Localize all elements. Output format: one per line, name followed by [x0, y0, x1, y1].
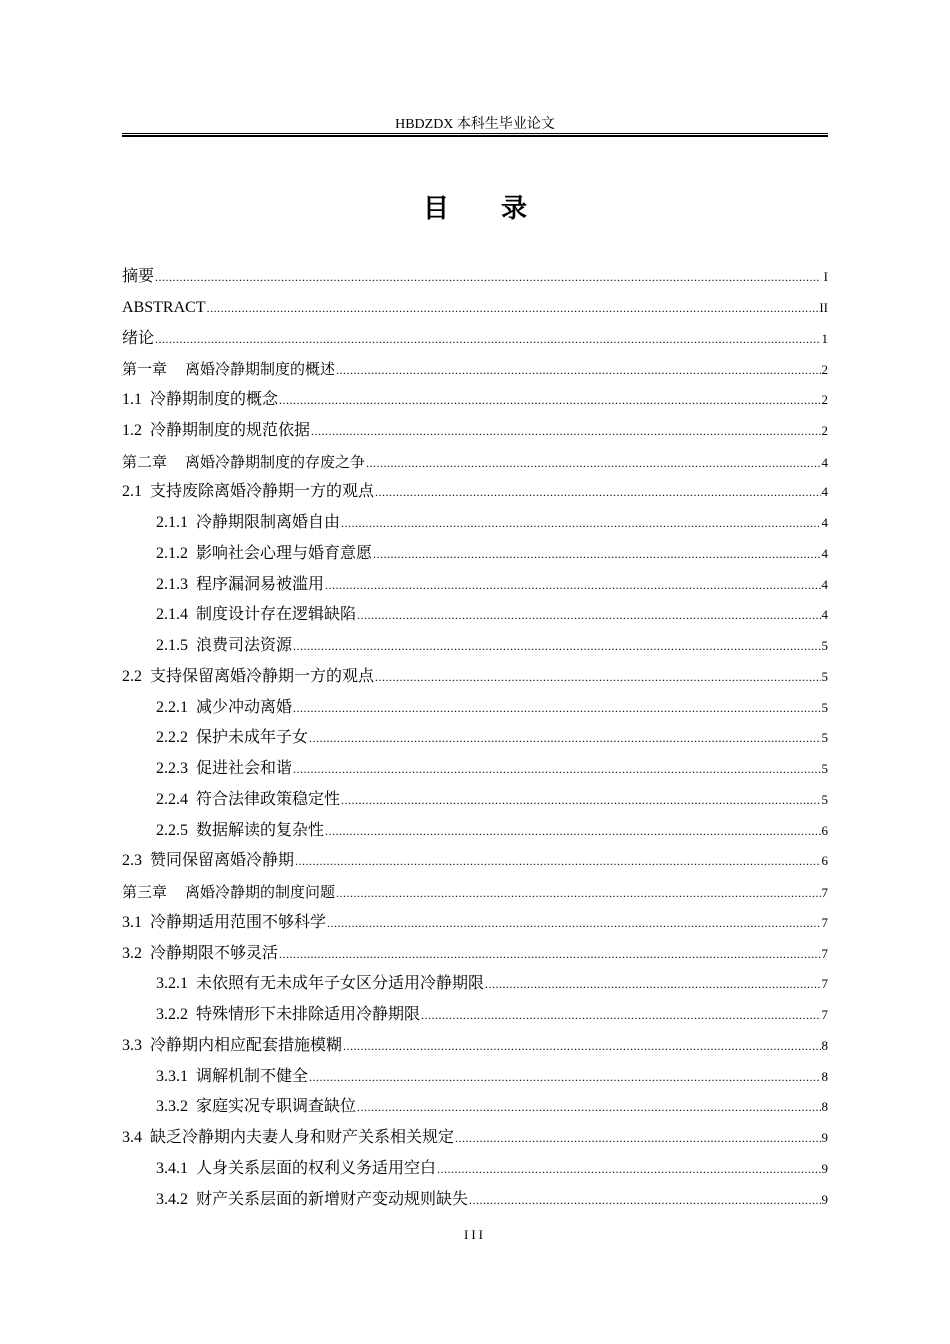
toc-entry-page: 8	[821, 1099, 828, 1115]
toc-entry[interactable]	[122, 1000, 828, 1031]
toc-entry-number: 2.1.1	[156, 514, 188, 531]
toc-entry-page: 4	[821, 607, 828, 623]
toc-entry-title: 符合法律政策稳定性	[196, 790, 341, 808]
toc-dot-leader	[366, 448, 820, 478]
toc-entry-title: 程序漏洞易被滥用	[196, 575, 325, 593]
toc-entry[interactable]	[122, 939, 828, 970]
toc-dot-leader	[357, 600, 820, 630]
toc-entry-title: 减少冲动离婚	[196, 698, 293, 716]
toc-dot-leader	[327, 908, 820, 938]
toc-entry-page: 2	[821, 392, 828, 407]
toc-entry[interactable]	[122, 785, 828, 816]
toc-dot-leader	[293, 631, 820, 661]
toc-entry-number: 第一章	[122, 360, 168, 379]
toc-dot-leader	[295, 846, 820, 876]
toc-dot-leader	[309, 723, 820, 753]
toc-entry[interactable]	[122, 662, 828, 693]
toc-entry-title: 人身关系层面的权利义务适用空白	[196, 1159, 437, 1177]
toc-entry-page: 9	[821, 1160, 828, 1176]
toc-entry-title: 冷静期内相应配套措施模糊	[150, 1036, 343, 1054]
toc-dot-leader	[155, 262, 821, 292]
toc-entry[interactable]	[122, 570, 828, 601]
toc-entry[interactable]	[122, 908, 828, 939]
toc-entry-title: 财产关系层面的新增财产变动规则缺失	[196, 1190, 469, 1208]
toc-entry-page: 8	[821, 1037, 828, 1053]
toc-entry-page: 4	[821, 454, 828, 470]
toc-entry[interactable]	[122, 1092, 828, 1123]
table-of-contents	[122, 262, 828, 1215]
toc-dot-leader	[309, 1062, 820, 1092]
toc-entry-number: 2.2.4	[156, 790, 188, 808]
toc-dot-leader	[293, 754, 820, 784]
toc-entry-title: 浪费司法资源	[196, 637, 293, 654]
toc-entry-number: 2.1	[122, 483, 142, 501]
toc-entry-page: 4	[821, 576, 828, 592]
toc-dot-leader	[279, 385, 820, 415]
toc-entry[interactable]	[122, 1031, 828, 1062]
toc-entry-number: 1.2	[122, 421, 142, 439]
toc-entry[interactable]	[122, 508, 828, 539]
toc-dot-leader	[311, 416, 820, 446]
toc-entry-title: 冷静期制度的规范依据	[150, 421, 311, 439]
toc-dot-leader	[455, 1123, 820, 1153]
toc-entry[interactable]	[122, 354, 828, 385]
toc-entry-title: 冷静期限不够灵活	[150, 944, 279, 962]
toc-dot-leader	[207, 293, 819, 323]
toc-entry-page: 6	[821, 853, 828, 869]
toc-entry-title: 离婚冷静期制度的存废之争	[185, 452, 366, 471]
toc-dot-leader	[437, 1154, 820, 1184]
toc-dot-leader	[341, 508, 820, 538]
toc-entry[interactable]	[122, 477, 828, 508]
toc-entry-page: 5	[821, 761, 828, 776]
toc-entry-title: 未依照有无未成年子女区分适用冷静期限	[196, 975, 485, 993]
toc-dot-leader	[421, 1000, 820, 1030]
toc-entry-title: 家庭实况专职调查缺位	[196, 1098, 357, 1116]
toc-entry-page: 6	[821, 822, 828, 838]
toc-entry[interactable]	[122, 1062, 828, 1093]
toc-dot-leader	[325, 570, 820, 600]
toc-entry-title: 离婚冷静期制度的概述	[185, 360, 336, 379]
toc-entry-number: 3.4.1	[156, 1159, 188, 1177]
toc-entry-title: 调解机制不健全	[196, 1067, 309, 1085]
toc-entry-number: 3.1	[122, 913, 142, 931]
toc-entry-page: 4	[821, 484, 828, 500]
toc-dot-leader	[357, 1092, 820, 1122]
toc-dot-leader	[343, 1031, 820, 1061]
toc-entry-number: 3.3.1	[156, 1067, 188, 1085]
toc-entry-page: 2	[821, 422, 828, 438]
toc-entry-page: 2	[821, 362, 828, 378]
toc-dot-leader	[341, 785, 820, 815]
toc-entry-number: 2.2.3	[156, 760, 188, 777]
toc-entry-page: 9	[821, 1191, 828, 1207]
toc-entry-title: 绪论	[122, 329, 155, 347]
toc-entry-page: 5	[821, 638, 828, 653]
toc-entry[interactable]	[122, 754, 828, 785]
toc-entry[interactable]	[122, 693, 828, 724]
toc-entry-number: 第二章	[122, 452, 168, 471]
toc-entry-title: 制度设计存在逻辑缺陷	[196, 606, 357, 624]
toc-dot-leader	[293, 693, 820, 723]
toc-entry-page: 7	[821, 945, 828, 961]
toc-entry[interactable]	[122, 385, 828, 416]
toc-dot-leader	[375, 477, 820, 507]
toc-dot-leader	[336, 878, 820, 908]
toc-entry-number: 2.1.2	[156, 544, 188, 562]
toc-entry-number: 2.1.5	[156, 637, 188, 654]
toc-entry[interactable]	[122, 1154, 828, 1185]
toc-entry-title: 保护未成年子女	[196, 729, 309, 747]
toc-dot-leader	[155, 324, 820, 354]
toc-entry-page: II	[819, 299, 828, 315]
page-number: III	[464, 1227, 486, 1242]
header-rule-thin	[122, 133, 828, 134]
toc-entry-number: 3.4	[122, 1129, 142, 1146]
toc-entry[interactable]	[122, 539, 828, 570]
toc-entry-page: 4	[821, 515, 828, 530]
toc-entry-number: 第三章	[122, 883, 168, 901]
toc-entry-number: 1.1	[122, 391, 142, 408]
toc-entry-number: 2.1.4	[156, 606, 188, 624]
toc-entry[interactable]	[122, 846, 828, 877]
toc-dot-leader	[373, 539, 820, 569]
toc-entry-title: 促进社会和谐	[196, 760, 293, 777]
toc-entry-page: 7	[821, 885, 828, 900]
toc-entry-page: 7	[821, 976, 828, 992]
toc-entry[interactable]	[122, 723, 828, 754]
toc-entry-number: 2.2	[122, 667, 142, 685]
toc-entry-title: 特殊情形下未排除适用冷静期限	[196, 1006, 421, 1023]
toc-entry-title: 支持废除离婚冷静期一方的观点	[150, 483, 375, 501]
toc-dot-leader	[469, 1185, 820, 1215]
toc-entry-page: 8	[821, 1068, 828, 1084]
toc-entry-number: 3.3	[122, 1036, 142, 1054]
toc-entry-page: 7	[821, 1007, 828, 1022]
toc-dot-leader	[325, 816, 820, 846]
toc-entry[interactable]	[122, 324, 828, 355]
toc-entry[interactable]	[122, 600, 828, 631]
toc-entry-title: 支持保留离婚冷静期一方的观点	[150, 667, 375, 685]
toc-entry-page: 1	[821, 330, 828, 346]
toc-entry-page: 9	[821, 1130, 828, 1145]
toc-entry[interactable]	[122, 447, 828, 478]
toc-entry-title: 冷静期适用范围不够科学	[150, 913, 327, 931]
toc-entry[interactable]	[122, 969, 828, 1000]
toc-entry[interactable]	[122, 262, 828, 293]
toc-entry-number: 2.2.5	[156, 821, 188, 839]
toc-entry-title: 冷静期制度的概念	[150, 391, 279, 408]
toc-entry-number: 2.1.3	[156, 575, 188, 593]
toc-entry-number: 3.2.1	[156, 975, 188, 993]
toc-entry-title: 离婚冷静期的制度问题	[185, 883, 336, 901]
toc-entry[interactable]	[122, 1185, 828, 1216]
header-rule-thick	[122, 135, 828, 137]
toc-entry-page: 4	[821, 545, 828, 561]
toc-dot-leader	[279, 939, 820, 969]
toc-entry[interactable]	[122, 877, 828, 908]
toc-entry-title: 缺乏冷静期内夫妻人身和财产关系相关规定	[150, 1129, 455, 1146]
toc-dot-leader	[375, 662, 820, 692]
toc-dot-leader	[336, 355, 820, 385]
toc-entry-title: 数据解读的复杂性	[196, 821, 325, 839]
toc-entry-page: 5	[821, 730, 828, 746]
running-header: HBDZDX 本科生毕业论文	[395, 117, 555, 132]
toc-entry-number: 3.4.2	[156, 1190, 188, 1208]
toc-entry-number: 3.2.2	[156, 1006, 188, 1023]
toc-entry-title: 摘要	[122, 268, 155, 285]
toc-entry-page: 5	[821, 791, 828, 807]
toc-entry[interactable]	[122, 293, 828, 324]
toc-entry-page: 7	[821, 914, 828, 930]
toc-entry[interactable]	[122, 1123, 828, 1154]
toc-entry-title: 冷静期限制离婚自由	[196, 514, 341, 531]
toc-entry[interactable]	[122, 631, 828, 662]
toc-entry-page: 5	[821, 699, 828, 715]
toc-entry[interactable]	[122, 416, 828, 447]
toc-entry[interactable]	[122, 816, 828, 847]
toc-entry-page: I	[823, 269, 828, 284]
toc-entry-number: 2.2.2	[156, 729, 188, 747]
toc-entry-title: 影响社会心理与婚育意愿	[196, 544, 373, 562]
toc-entry-title: 赞同保留离婚冷静期	[150, 852, 295, 870]
toc-entry-number: 2.2.1	[156, 698, 188, 716]
toc-entry-number: 2.3	[122, 852, 142, 870]
toc-entry-title: ABSTRACT	[122, 298, 206, 316]
page-title: 目录	[422, 194, 579, 224]
toc-entry-page: 5	[821, 668, 828, 684]
toc-dot-leader	[485, 969, 820, 999]
toc-entry-number: 3.3.2	[156, 1098, 188, 1116]
toc-entry-number: 3.2	[122, 944, 142, 962]
